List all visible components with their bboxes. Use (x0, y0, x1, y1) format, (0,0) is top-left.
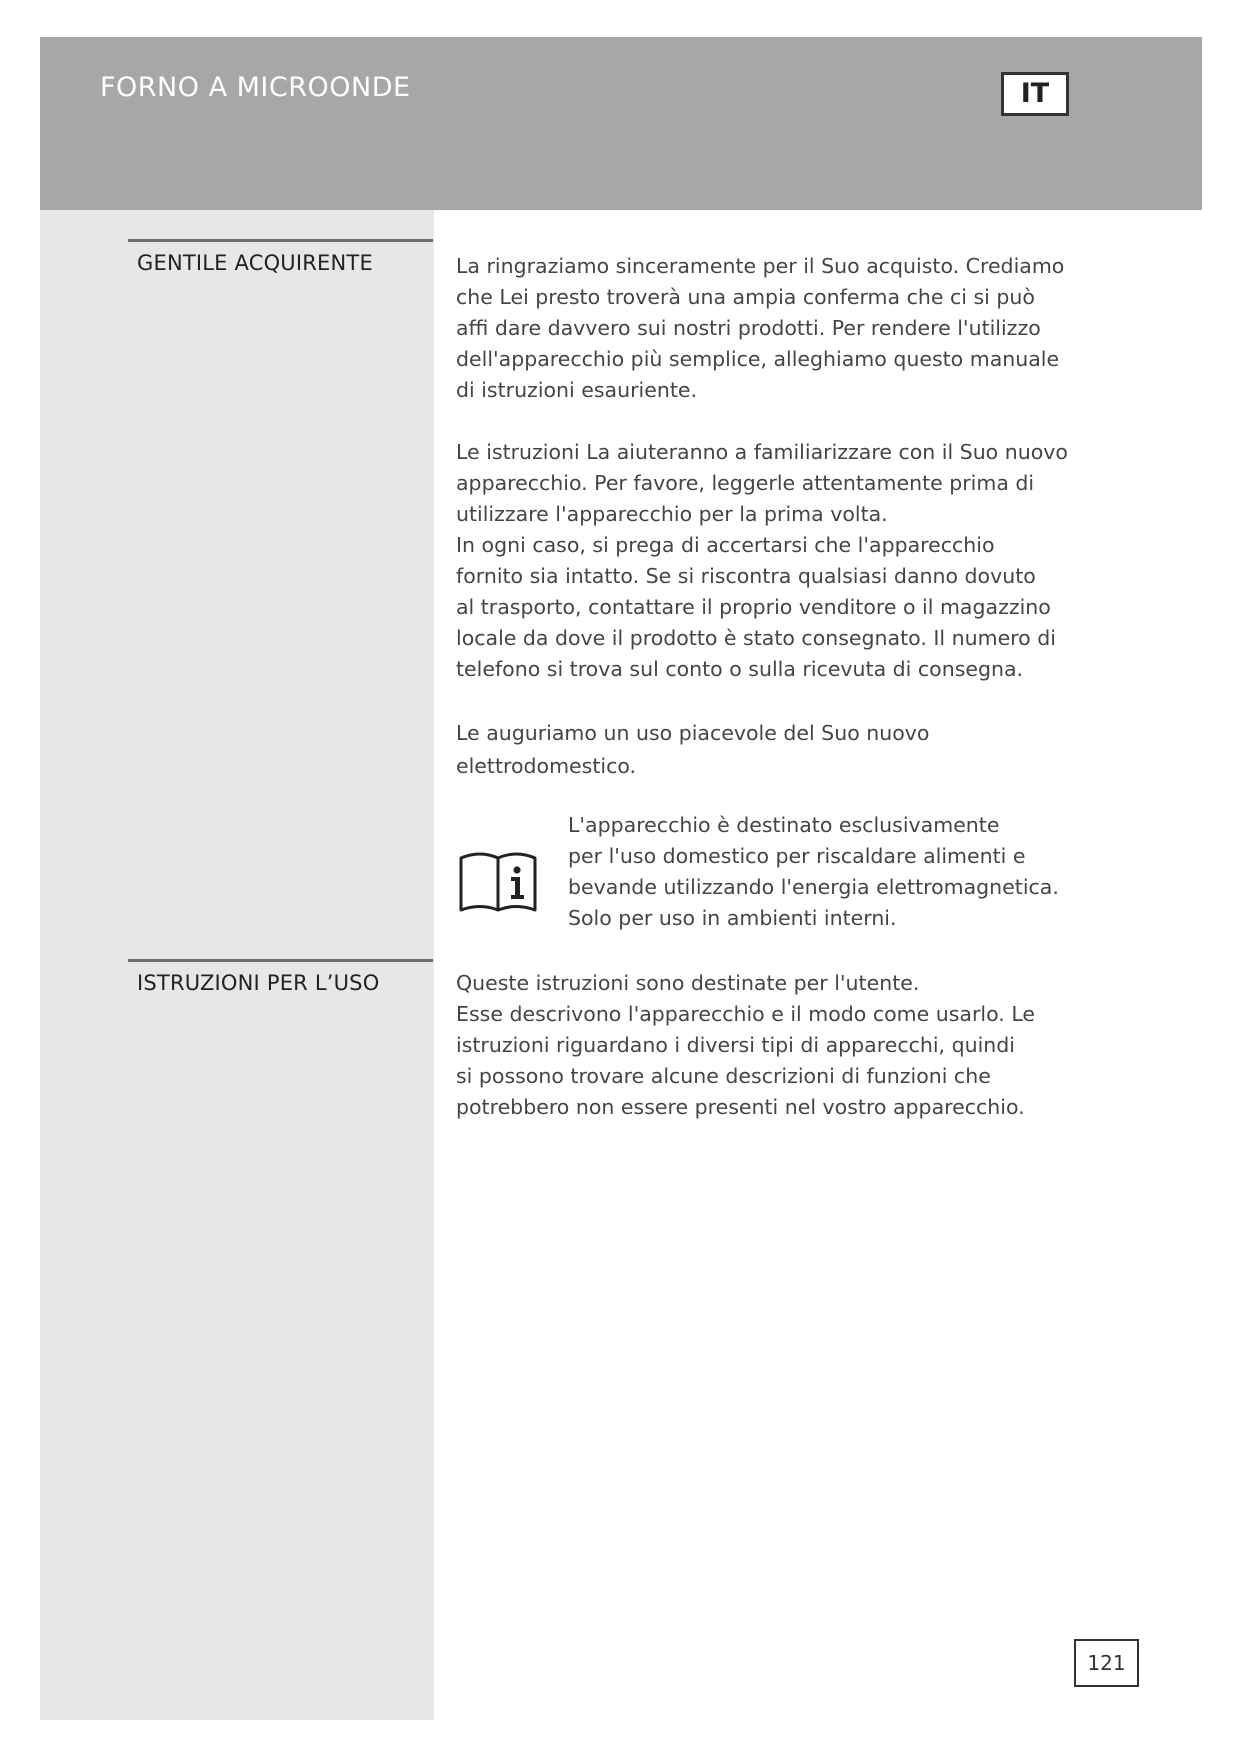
wishes-paragraph: Le auguriamo un uso piacevole del Suo nuovo elettrodomestico. (456, 721, 930, 778)
page-header (40, 37, 1202, 210)
section-divider (128, 959, 433, 962)
section-divider (128, 239, 433, 242)
manual-info-icon (458, 848, 540, 914)
section-title-gentile-acquirente: GENTILE ACQUIRENTE (137, 251, 373, 275)
section-title-istruzioni-per-uso: ISTRUZIONI PER L’USO (137, 971, 380, 995)
usage-note: L'apparecchio è destinato esclusivamente per l'uso domestico per riscaldare alimenti e bevande utilizzando l'energia elettromagnetica. Solo per uso in ambienti interni. (568, 813, 1059, 930)
page-title: FORNO A MICROONDE (100, 72, 411, 103)
user-instructions-paragraph: Queste istruzioni sono destinate per l'utente. Esse descrivono l'apparecchio e il modo come usarlo. Le istruzioni riguardano i diversi tipi di apparecchi, quindi si possono trovare alcune descrizioni di funzioni che potrebbero non essere presenti nel vostro apparecchio. (456, 971, 1036, 1119)
instructions-paragraph: Le istruzioni La aiuteranno a familiarizzare con il Suo nuovo apparecchio. Per favore, leggerle attentamente prima di utilizzare l'apparecchio per la prima volta. In ogni caso, si prega di accertarsi che l'apparecchio fornito sia intatto. Se si riscontra qualsiasi danno dovuto al trasporto, contattare il proprio venditore o il magazzino locale da dove il prodotto è stato consegnato. Il numero di telefono si trova sul conto o sulla ricevuta di consegna. (456, 440, 1068, 681)
language-badge: IT (1001, 72, 1069, 116)
sidebar-column (40, 210, 434, 1720)
page-number: 121 (1074, 1639, 1139, 1687)
intro-paragraph: La ringraziamo sinceramente per il Suo acquisto. Crediamo che Lei presto troverà una ampia conferma che ci si può affi dare davvero sui nostri prodotti. Per rendere l'utilizzo dell'apparecchio più semplice, alleghiamo questo manuale di istruzioni esauriente. (456, 254, 1065, 402)
